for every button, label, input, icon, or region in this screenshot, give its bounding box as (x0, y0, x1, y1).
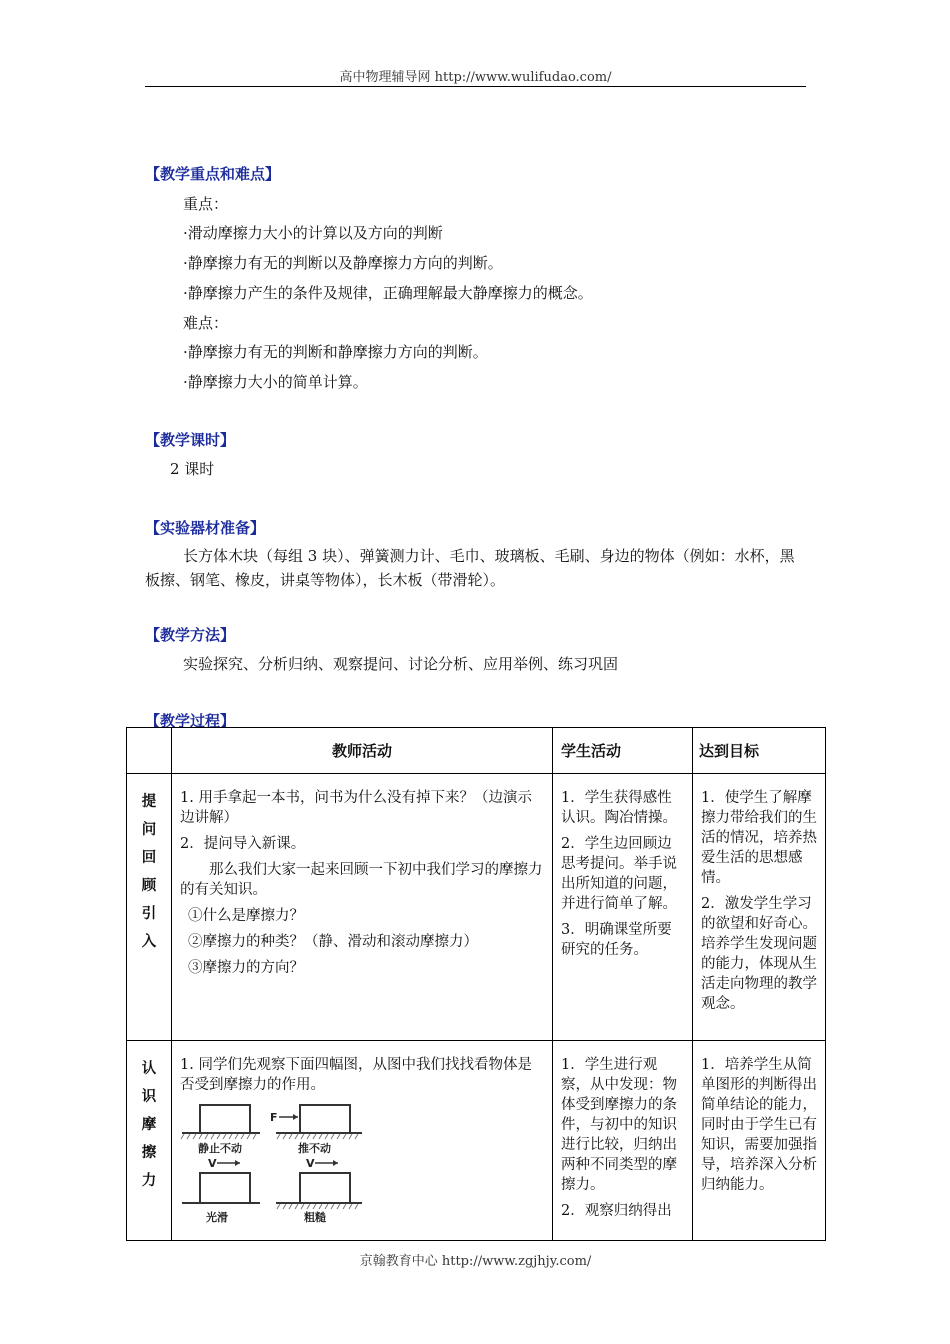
process-heading: 【教学过程】 (145, 712, 236, 730)
goal-line: 2．激发学生学习的欲望和好奇心。培养学生发现问题的能力，体现从生活走向物理的教学观念。 (701, 896, 817, 1012)
methods-text: 实验探究、分析归纳、观察提问、讨论分析、应用举例、练习巩固 (183, 655, 619, 673)
label-smooth: 光滑 (206, 1211, 228, 1224)
focus-item-3: ·静摩擦力产生的条件及规律，正确理解最大静摩擦力的概念。 (183, 284, 593, 302)
header-stage-cell (127, 728, 172, 774)
teacher-line: 1. 用手拿起一本书，问书为什么没有掉下来？（边演示边讲解） (180, 790, 532, 826)
stage-char: 回 (141, 850, 157, 866)
stage-char: 提 (141, 794, 157, 810)
page-header: 高中物理辅导网 http://www.wulifudao.com/ (339, 70, 612, 85)
arrowhead (333, 1160, 338, 1166)
goal-line: 1．培养学生从简单图形的判断得出简单结论的能力，同时由于学生已有知识，需要加强指导，培养深入分析归纳能力。 (701, 1057, 817, 1193)
stage-char: 力 (141, 1173, 157, 1189)
goal-cell (693, 774, 826, 1041)
hatching (277, 1204, 358, 1209)
header-teacher-activity: 教师活动 (172, 728, 553, 774)
goal-cell (693, 1041, 826, 1241)
equipment-heading: 【实验器材准备】 (145, 519, 266, 537)
difficulty-item-1: ·静摩擦力有无的判断和静摩擦力方向的判断。 (183, 343, 488, 361)
focus-label: 重点： (183, 195, 229, 213)
student-line: 2．观察归纳得出 (561, 1203, 672, 1219)
key-points-heading: 【教学重点和难点】 (145, 165, 281, 183)
friction-diagram (180, 1101, 380, 1225)
student-line: 2．学生边回顾边思考提问。举手说出所知道的问题，并进行简单了解。 (561, 836, 677, 912)
hours-value: 2 课时 (170, 460, 215, 478)
stage-cell-intro (127, 774, 172, 1041)
stage-char: 认 (141, 1061, 157, 1077)
label-rough: 粗糙 (304, 1211, 326, 1224)
difficulty-label: 难点： (183, 314, 229, 332)
teacher-line: ③摩擦力的方向？ (188, 960, 304, 976)
teacher-line: ①什么是摩擦力？ (188, 908, 304, 924)
label-force: F (270, 1111, 278, 1124)
label-velocity: V (306, 1157, 315, 1170)
stage-char: 引 (141, 906, 157, 922)
block (300, 1105, 350, 1133)
arrowhead (235, 1160, 240, 1166)
arrowhead (293, 1114, 298, 1120)
difficulty-item-2: ·静摩擦力大小的简单计算。 (183, 373, 368, 391)
label-static: 静止不动 (198, 1142, 242, 1155)
hatching (181, 1134, 256, 1139)
focus-item-2: ·静摩擦力有无的判断以及静摩擦力方向的判断。 (183, 254, 503, 272)
teacher-line: 那么我们大家一起来回顾一下初中我们学习的摩擦力的有关知识。 (180, 862, 543, 898)
table-row (127, 1041, 826, 1241)
focus-item-1: ·滑动摩擦力大小的计算以及方向的判断 (183, 224, 443, 242)
teacher-line: 1. 同学们先观察下面四幅图，从图中我们找找看物体是否受到摩擦力的作用。 (180, 1057, 532, 1093)
student-activity-cell (553, 1041, 693, 1241)
friction-figure (180, 1101, 546, 1231)
stage-char: 入 (141, 934, 157, 950)
block (300, 1173, 350, 1203)
hours-heading: 【教学课时】 (145, 431, 236, 449)
header-goal: 达到目标 (693, 728, 826, 774)
student-line: 1．学生进行观察，从中发现：物体受到摩擦力的条件，与初中的知识进行比较，归纳出两种不同类型的摩擦力。 (561, 1057, 677, 1193)
block (200, 1173, 250, 1203)
equipment-text-content: 长方体木块（每组 3 块）、弹簧测力计、毛巾、玻璃板、毛刷、身边的物体（例如：水杯，黑板擦、钢笔、橡皮，讲桌等物体），长木板（带滑轮）。 (145, 547, 795, 589)
teacher-line: 2．提问导入新课。 (180, 836, 306, 852)
stage-char: 识 (141, 1089, 157, 1105)
teacher-activity-cell (172, 1041, 553, 1241)
block (200, 1105, 250, 1133)
stage-char: 擦 (141, 1145, 157, 1161)
goal-line: 1．使学生了解摩擦力带给我们的生活的情况，培养热爱生活的思想感情。 (701, 790, 817, 886)
stage-cell-friction (127, 1041, 172, 1241)
teacher-activity-cell (172, 774, 553, 1041)
student-activity-cell (553, 774, 693, 1041)
student-line: 1．学生获得感性认识。陶冶情操。 (561, 790, 677, 826)
stage-char: 摩 (141, 1117, 157, 1133)
process-table (126, 727, 826, 1241)
label-velocity: V (208, 1157, 217, 1170)
table-header-row (127, 728, 826, 774)
page-footer: 京翰教育中心 http://www.zgjhjy.com/ (359, 1254, 592, 1269)
hatching (277, 1134, 358, 1139)
student-line: 3．明确课堂所要研究的任务。 (561, 922, 672, 958)
label-push: 推不动 (298, 1142, 331, 1155)
equipment-text (145, 544, 808, 592)
stage-char: 顾 (141, 878, 157, 894)
header-rule (145, 86, 806, 87)
methods-heading: 【教学方法】 (145, 626, 236, 644)
stage-char: 问 (141, 822, 157, 838)
teacher-line: ②摩擦力的种类？（静、滑动和滚动摩擦力） (188, 934, 478, 950)
header-student-activity: 学生活动 (553, 728, 693, 774)
table-row (127, 774, 826, 1041)
